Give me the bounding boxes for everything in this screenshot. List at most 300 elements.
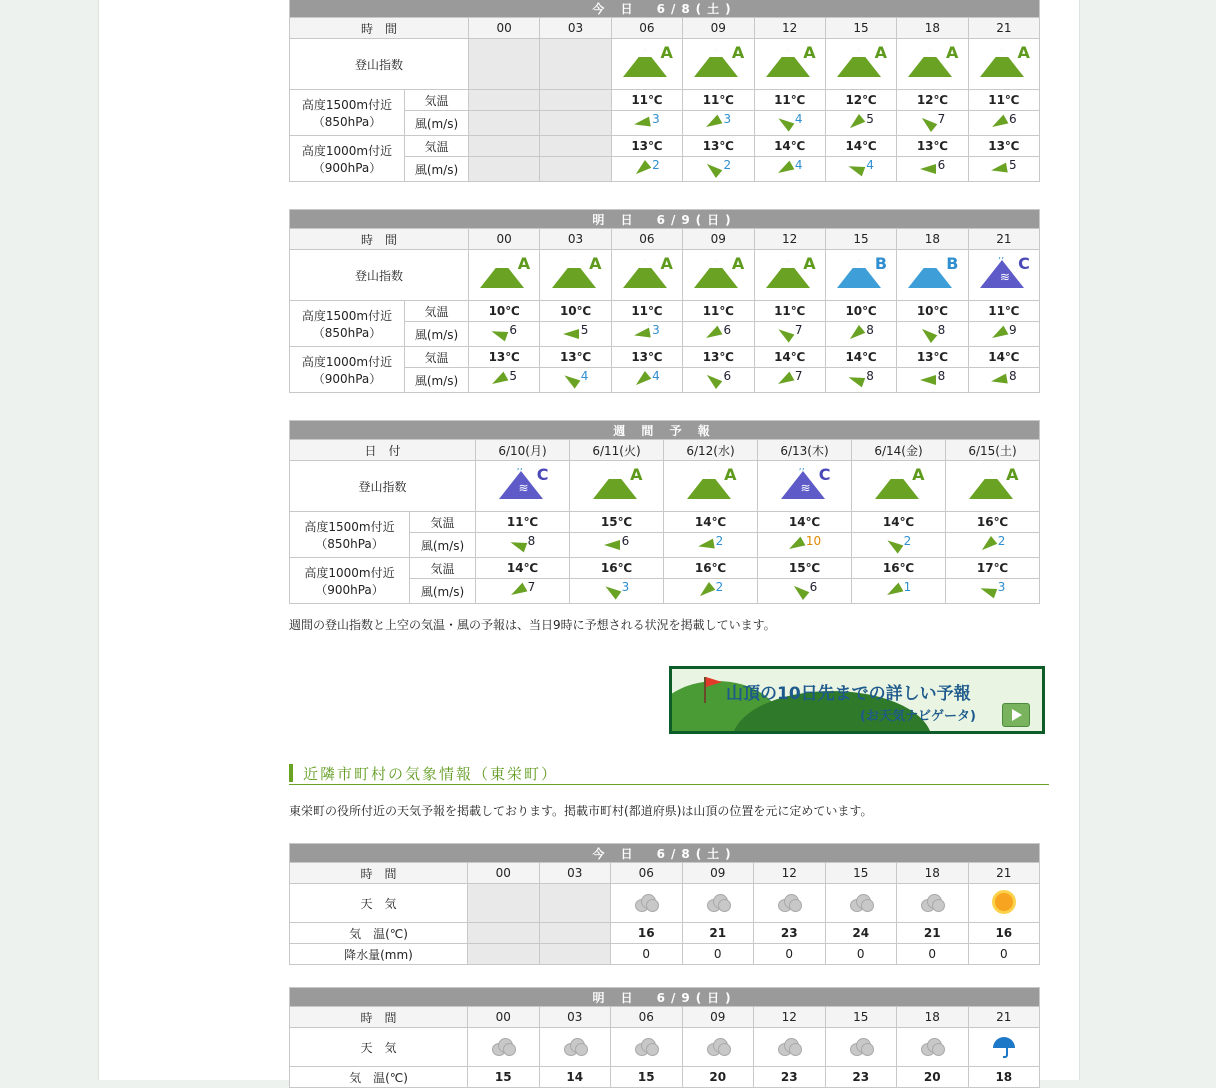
- mountain-grade-a-icon: A: [978, 43, 1030, 83]
- temperature-cell: 16℃: [946, 512, 1040, 533]
- column-header: 21: [968, 229, 1039, 250]
- temperature-cell: 14℃: [664, 512, 758, 533]
- temperature-cell: 13℃: [897, 136, 968, 157]
- temperature-cell: 13℃: [611, 347, 682, 368]
- mountain-grade-a-icon: A: [591, 465, 643, 505]
- column-header: 18: [897, 18, 968, 39]
- temperature-cell: 21: [897, 923, 969, 944]
- column-header: 03: [540, 229, 611, 250]
- temperature-cell: 20: [897, 1067, 969, 1088]
- wind-direction-icon: [508, 582, 527, 599]
- wind-cell: [611, 111, 682, 136]
- weather-cell: [754, 884, 826, 923]
- wind-cell: [968, 111, 1039, 136]
- wind-direction-icon: [696, 582, 715, 600]
- temperature-cell: 11℃: [611, 90, 682, 111]
- section-heading: [289, 762, 1049, 785]
- wind-direction-icon: [561, 371, 580, 388]
- wind-cell: [540, 157, 611, 182]
- wind-indicator: 8: [848, 373, 874, 387]
- cloudy-icon: [848, 1036, 874, 1056]
- weather-label: 天 気: [290, 884, 468, 923]
- wind-direction-icon: [697, 538, 714, 551]
- header-label: 時 間: [290, 229, 469, 250]
- cloudy-icon: [776, 1036, 802, 1056]
- wind-indicator: 5: [848, 116, 874, 130]
- mountain-grade-b-icon: B: [906, 254, 958, 294]
- wind-indicator: 4: [777, 116, 803, 130]
- index-cell: [825, 250, 896, 301]
- wind-cell: [825, 368, 896, 393]
- mountain-grade-c-icon: ’’ ≋ C: [978, 254, 1030, 294]
- temperature-cell: 21: [682, 923, 754, 944]
- wind-indicator: 6: [792, 584, 818, 598]
- temp-label: 気温: [405, 347, 469, 368]
- wind-indicator: 8: [848, 327, 874, 341]
- wind-indicator: 8: [920, 327, 946, 341]
- temp-label: 気温: [405, 90, 469, 111]
- precipitation-cell: [539, 944, 611, 965]
- cloudy-icon: [705, 892, 731, 912]
- heading-bar-icon: [289, 764, 293, 782]
- wind-direction-icon: [490, 371, 509, 388]
- wind-cell: [897, 322, 968, 347]
- temperature-cell: 13℃: [611, 136, 682, 157]
- wind-cell: [758, 533, 852, 558]
- column-header: 18: [897, 1007, 969, 1028]
- column-header: 00: [469, 229, 540, 250]
- mountain-forecast-tomorrow: [289, 209, 1040, 393]
- temperature-cell: [540, 136, 611, 157]
- wind-direction-icon: [604, 540, 620, 550]
- wind-direction-icon: [990, 325, 1009, 342]
- pressure-level: （850hPa）: [312, 325, 382, 340]
- column-header: 00: [468, 1007, 540, 1028]
- weather-cell: [611, 884, 683, 923]
- temperature-cell: 15℃: [758, 558, 852, 579]
- wind-indicator: 6: [705, 373, 731, 387]
- weather-cell: [825, 884, 897, 923]
- temperature-cell: 16: [611, 923, 683, 944]
- wind-indicator: 2: [980, 538, 1006, 552]
- wind-cell: [897, 157, 968, 182]
- wind-direction-icon: [704, 371, 723, 389]
- wind-direction-icon: [633, 371, 652, 389]
- column-header: 12: [754, 229, 825, 250]
- wind-cell: [754, 322, 825, 347]
- mountain-grade-a-icon: A: [621, 43, 673, 83]
- flag-icon: [704, 677, 706, 703]
- wind-cell: [469, 368, 540, 393]
- wind-direction-icon: [633, 116, 650, 129]
- mountain-grade-a-icon: A: [967, 465, 1019, 505]
- wind-indicator: 6: [991, 116, 1017, 130]
- wind-indicator: 8: [920, 373, 946, 387]
- index-cell: [968, 250, 1039, 301]
- temperature-cell: 11℃: [754, 90, 825, 111]
- temperature-cell: 15℃: [570, 512, 664, 533]
- wind-cell: [540, 368, 611, 393]
- weather-cell: [468, 884, 540, 923]
- header-label: 時 間: [290, 1007, 468, 1028]
- wind-cell: [754, 111, 825, 136]
- index-cell: [469, 39, 540, 90]
- wind-cell: [897, 368, 968, 393]
- wind-indicator: 2: [634, 162, 660, 176]
- wind-cell: [540, 111, 611, 136]
- wind-direction-icon: [775, 371, 794, 388]
- temperature-cell: 14℃: [968, 347, 1039, 368]
- mountain-grade-a-icon: A: [764, 43, 816, 83]
- weather-cell: [682, 1028, 754, 1067]
- wind-cell: [897, 111, 968, 136]
- temperature-cell: 14℃: [476, 558, 570, 579]
- wind-direction-icon: [978, 536, 997, 554]
- pressure-level: （900hPa）: [312, 371, 382, 386]
- temp-label: 気 温(℃): [290, 923, 468, 944]
- wind-indicator: 6: [705, 327, 731, 341]
- weather-cell: [968, 1028, 1040, 1067]
- wind-cell: [611, 157, 682, 182]
- wind-cell: [946, 579, 1040, 604]
- wind-cell: [968, 157, 1039, 182]
- temperature-cell: 10℃: [825, 301, 896, 322]
- wind-indicator: 10: [788, 538, 821, 552]
- ten-day-forecast-banner[interactable]: [669, 666, 1045, 734]
- temp-label: 気温: [405, 301, 469, 322]
- weekly-note: 週間の登山指数と上空の気温・風の予報は、当日9時に予想される状況を掲載しています。: [289, 618, 776, 632]
- wind-direction-icon: [786, 536, 805, 553]
- temperature-cell: 14℃: [754, 136, 825, 157]
- weather-cell: [754, 1028, 826, 1067]
- mountain-grade-b-icon: B: [835, 254, 887, 294]
- wind-direction-icon: [884, 582, 903, 599]
- wind-cell: [825, 111, 896, 136]
- temperature-cell: 14℃: [754, 347, 825, 368]
- wind-direction-icon: [978, 583, 996, 598]
- wind-indicator: 3: [980, 584, 1006, 598]
- altitude-label: [290, 512, 410, 558]
- wind-cell: [469, 322, 540, 347]
- temperature-cell: 23: [825, 1067, 897, 1088]
- mountain-grade-a-icon: A: [685, 465, 737, 505]
- wind-direction-icon: [847, 372, 865, 387]
- temperature-cell: 24: [825, 923, 897, 944]
- column-header: 06: [611, 1007, 683, 1028]
- mountain-grade-a-icon: A: [764, 254, 816, 294]
- wind-label: 風(m/s): [405, 157, 469, 182]
- play-icon[interactable]: [1002, 703, 1030, 727]
- cloudy-icon: [562, 1036, 588, 1056]
- wind-indicator: 6: [604, 538, 630, 552]
- precipitation-cell: 0: [897, 944, 969, 965]
- table-title: 週 間 予 報: [290, 421, 1040, 440]
- wind-cell: [683, 322, 754, 347]
- wind-cell: [825, 157, 896, 182]
- wind-label: 風(m/s): [405, 368, 469, 393]
- wind-indicator: 4: [634, 373, 660, 387]
- altitude-label: [290, 558, 410, 604]
- wind-indicator: 5: [991, 162, 1017, 176]
- wind-cell: [611, 322, 682, 347]
- temperature-cell: [539, 923, 611, 944]
- altitude-label: [290, 347, 405, 393]
- temperature-cell: 13℃: [683, 136, 754, 157]
- index-cell: [897, 39, 968, 90]
- index-cell: [570, 461, 664, 512]
- cloudy-icon: [633, 892, 659, 912]
- header-label: 時 間: [290, 18, 469, 39]
- wind-direction-icon: [918, 325, 937, 343]
- column-header: 06: [611, 229, 682, 250]
- wind-cell: [611, 368, 682, 393]
- column-header: 15: [825, 18, 896, 39]
- temperature-cell: 11℃: [968, 90, 1039, 111]
- temperature-cell: 15: [611, 1067, 683, 1088]
- wind-indicator: 3: [705, 116, 731, 130]
- wind-direction-icon: [775, 325, 794, 342]
- wind-indicator: 4: [777, 162, 803, 176]
- wind-direction-icon: [633, 327, 650, 340]
- index-cell: [825, 39, 896, 90]
- wind-cell: [683, 157, 754, 182]
- wind-direction-icon: [990, 162, 1007, 175]
- temperature-cell: 15: [468, 1067, 540, 1088]
- wind-cell: [852, 533, 946, 558]
- wind-direction-icon: [920, 375, 936, 385]
- wind-indicator: 2: [698, 538, 724, 552]
- temperature-cell: 12℃: [897, 90, 968, 111]
- temperature-cell: 23: [754, 1067, 826, 1088]
- pressure-level: （850hPa）: [315, 536, 384, 551]
- column-header: 15: [825, 1007, 897, 1028]
- wind-direction-icon: [563, 329, 579, 339]
- wind-indicator: 3: [634, 116, 660, 130]
- pressure-level: （900hPa）: [315, 582, 384, 597]
- wind-cell: [683, 111, 754, 136]
- mountain-grade-a-icon: A: [621, 254, 673, 294]
- temperature-cell: 14℃: [825, 136, 896, 157]
- wind-direction-icon: [790, 582, 809, 600]
- altitude-name: 高度1500m付近: [304, 519, 395, 534]
- column-header: 03: [539, 863, 611, 884]
- temperature-cell: 16℃: [852, 558, 946, 579]
- index-cell: [540, 39, 611, 90]
- index-cell: [664, 461, 758, 512]
- wind-indicator: 8: [991, 373, 1017, 387]
- weather-cell: [539, 884, 611, 923]
- altitude-label: [290, 301, 405, 347]
- column-header: 6/12(水): [664, 440, 758, 461]
- wind-indicator: 4: [848, 162, 874, 176]
- banner-title: 山頂の10日先までの詳しい予報: [726, 684, 971, 704]
- wind-label: 風(m/s): [410, 579, 476, 604]
- cloudy-icon: [919, 892, 945, 912]
- wind-indicator: 6: [920, 162, 946, 176]
- altitude-label: [290, 90, 405, 136]
- temperature-cell: [469, 90, 540, 111]
- table-title: 今 日 6/8(土): [290, 0, 1040, 18]
- wind-direction-icon: [775, 114, 794, 131]
- wind-direction-icon: [884, 536, 903, 553]
- pressure-level: （850hPa）: [312, 114, 382, 129]
- column-header: 03: [539, 1007, 611, 1028]
- mountain-grade-a-icon: A: [835, 43, 887, 83]
- temperature-cell: 12℃: [825, 90, 896, 111]
- precip-label: 降水量(mm): [290, 944, 468, 965]
- wind-indicator: 3: [634, 327, 660, 341]
- wind-cell: [570, 533, 664, 558]
- weather-cell: [968, 884, 1040, 923]
- temperature-cell: [468, 923, 540, 944]
- temperature-cell: 13℃: [469, 347, 540, 368]
- mountain-forecast-today: [289, 0, 1040, 182]
- cloudy-icon: [848, 892, 874, 912]
- weather-label: 天 気: [290, 1028, 468, 1067]
- wind-indicator: 7: [920, 116, 946, 130]
- temperature-cell: 20: [682, 1067, 754, 1088]
- precipitation-cell: [468, 944, 540, 965]
- wind-label: 風(m/s): [405, 111, 469, 136]
- index-cell: [968, 39, 1039, 90]
- wind-direction-icon: [990, 373, 1007, 386]
- altitude-name: 高度1000m付近: [301, 354, 393, 369]
- column-header: 12: [754, 18, 825, 39]
- header-label: 時 間: [290, 863, 468, 884]
- column-header: 6/15(土): [946, 440, 1040, 461]
- index-label: 登山指数: [290, 250, 469, 301]
- temperature-cell: 17℃: [946, 558, 1040, 579]
- town-forecast-tomorrow: [289, 987, 1040, 1088]
- pressure-level: （900hPa）: [312, 160, 382, 175]
- wind-indicator: 1: [886, 584, 912, 598]
- wind-cell: [754, 368, 825, 393]
- wind-cell: [476, 579, 570, 604]
- wind-cell: [825, 322, 896, 347]
- page-container: [98, 0, 1080, 1085]
- weather-cell: [682, 884, 754, 923]
- precipitation-cell: 0: [968, 944, 1040, 965]
- wind-direction-icon: [847, 161, 865, 176]
- altitude-name: 高度1000m付近: [301, 143, 393, 158]
- column-header: 18: [897, 863, 969, 884]
- temperature-cell: 16: [968, 923, 1040, 944]
- wind-direction-icon: [990, 114, 1009, 131]
- wind-cell: [852, 579, 946, 604]
- mountain-grade-a-icon: A: [550, 254, 602, 294]
- wind-cell: [968, 322, 1039, 347]
- index-cell: [469, 250, 540, 301]
- column-header: 21: [968, 1007, 1040, 1028]
- column-header: 15: [825, 863, 897, 884]
- mountain-grade-a-icon: A: [873, 465, 925, 505]
- column-header: 12: [754, 863, 826, 884]
- temp-label: 気 温(℃): [290, 1067, 468, 1088]
- mountain-grade-c-icon: ’’ ≋ C: [779, 465, 831, 505]
- wind-indicator: 2: [886, 538, 912, 552]
- temperature-cell: 10℃: [469, 301, 540, 322]
- column-header: 09: [682, 863, 754, 884]
- index-cell: [754, 250, 825, 301]
- temperature-cell: 10℃: [897, 301, 968, 322]
- wind-indicator: 2: [705, 162, 731, 176]
- header-label: 日 付: [290, 440, 476, 461]
- index-cell: [683, 39, 754, 90]
- index-cell: [852, 461, 946, 512]
- rain-umbrella-icon: [992, 1035, 1016, 1057]
- wind-direction-icon: [704, 114, 723, 131]
- column-header: 03: [540, 18, 611, 39]
- wind-cell: [968, 368, 1039, 393]
- wind-direction-icon: [704, 325, 723, 342]
- precipitation-cell: 0: [825, 944, 897, 965]
- wind-indicator: 7: [777, 373, 803, 387]
- table-title: 明 日 6/9(日): [290, 210, 1040, 229]
- wind-direction-icon: [920, 164, 936, 174]
- index-cell: [946, 461, 1040, 512]
- wind-indicator: 6: [491, 327, 517, 341]
- temperature-cell: 11℃: [968, 301, 1039, 322]
- mountain-grade-a-icon: A: [478, 254, 530, 294]
- column-header: 21: [968, 18, 1039, 39]
- wind-cell: [476, 533, 570, 558]
- temperature-cell: [469, 136, 540, 157]
- weather-cell: [468, 1028, 540, 1067]
- wind-indicator: 7: [777, 327, 803, 341]
- precipitation-cell: 0: [611, 944, 683, 965]
- section-title: 近隣市町村の気象情報（東栄町）: [303, 765, 559, 783]
- precipitation-cell: 0: [754, 944, 826, 965]
- column-header: 09: [682, 1007, 754, 1028]
- weather-cell: [897, 884, 969, 923]
- wind-cell: [664, 579, 758, 604]
- wind-label: 風(m/s): [405, 322, 469, 347]
- temperature-cell: 23: [754, 923, 826, 944]
- temperature-cell: 11℃: [683, 90, 754, 111]
- wind-direction-icon: [508, 537, 526, 552]
- wind-direction-icon: [633, 160, 652, 178]
- column-header: 21: [968, 863, 1040, 884]
- altitude-name: 高度1000m付近: [304, 565, 395, 580]
- wind-direction-icon: [847, 114, 866, 132]
- temperature-cell: 18: [968, 1067, 1040, 1088]
- weather-cell: [611, 1028, 683, 1067]
- wind-indicator: 8: [510, 538, 536, 552]
- wind-indicator: 5: [563, 327, 589, 341]
- mountain-grade-a-icon: A: [692, 254, 744, 294]
- wind-cell: [754, 157, 825, 182]
- index-cell: [611, 250, 682, 301]
- wind-direction-icon: [847, 325, 866, 343]
- column-header: 00: [468, 863, 540, 884]
- cloudy-icon: [776, 892, 802, 912]
- temp-label: 気温: [405, 136, 469, 157]
- temp-label: 気温: [410, 512, 476, 533]
- wind-cell: [946, 533, 1040, 558]
- index-label: 登山指数: [290, 461, 476, 512]
- mountain-grade-c-icon: ’’ ≋ C: [497, 465, 549, 505]
- temperature-cell: 14℃: [852, 512, 946, 533]
- index-cell: [540, 250, 611, 301]
- temperature-cell: [540, 90, 611, 111]
- temperature-cell: 13℃: [968, 136, 1039, 157]
- sunny-icon: [995, 893, 1013, 911]
- column-header: 12: [754, 1007, 826, 1028]
- wind-indicator: 7: [510, 584, 536, 598]
- cloudy-icon: [490, 1036, 516, 1056]
- wind-cell: [683, 368, 754, 393]
- index-cell: [611, 39, 682, 90]
